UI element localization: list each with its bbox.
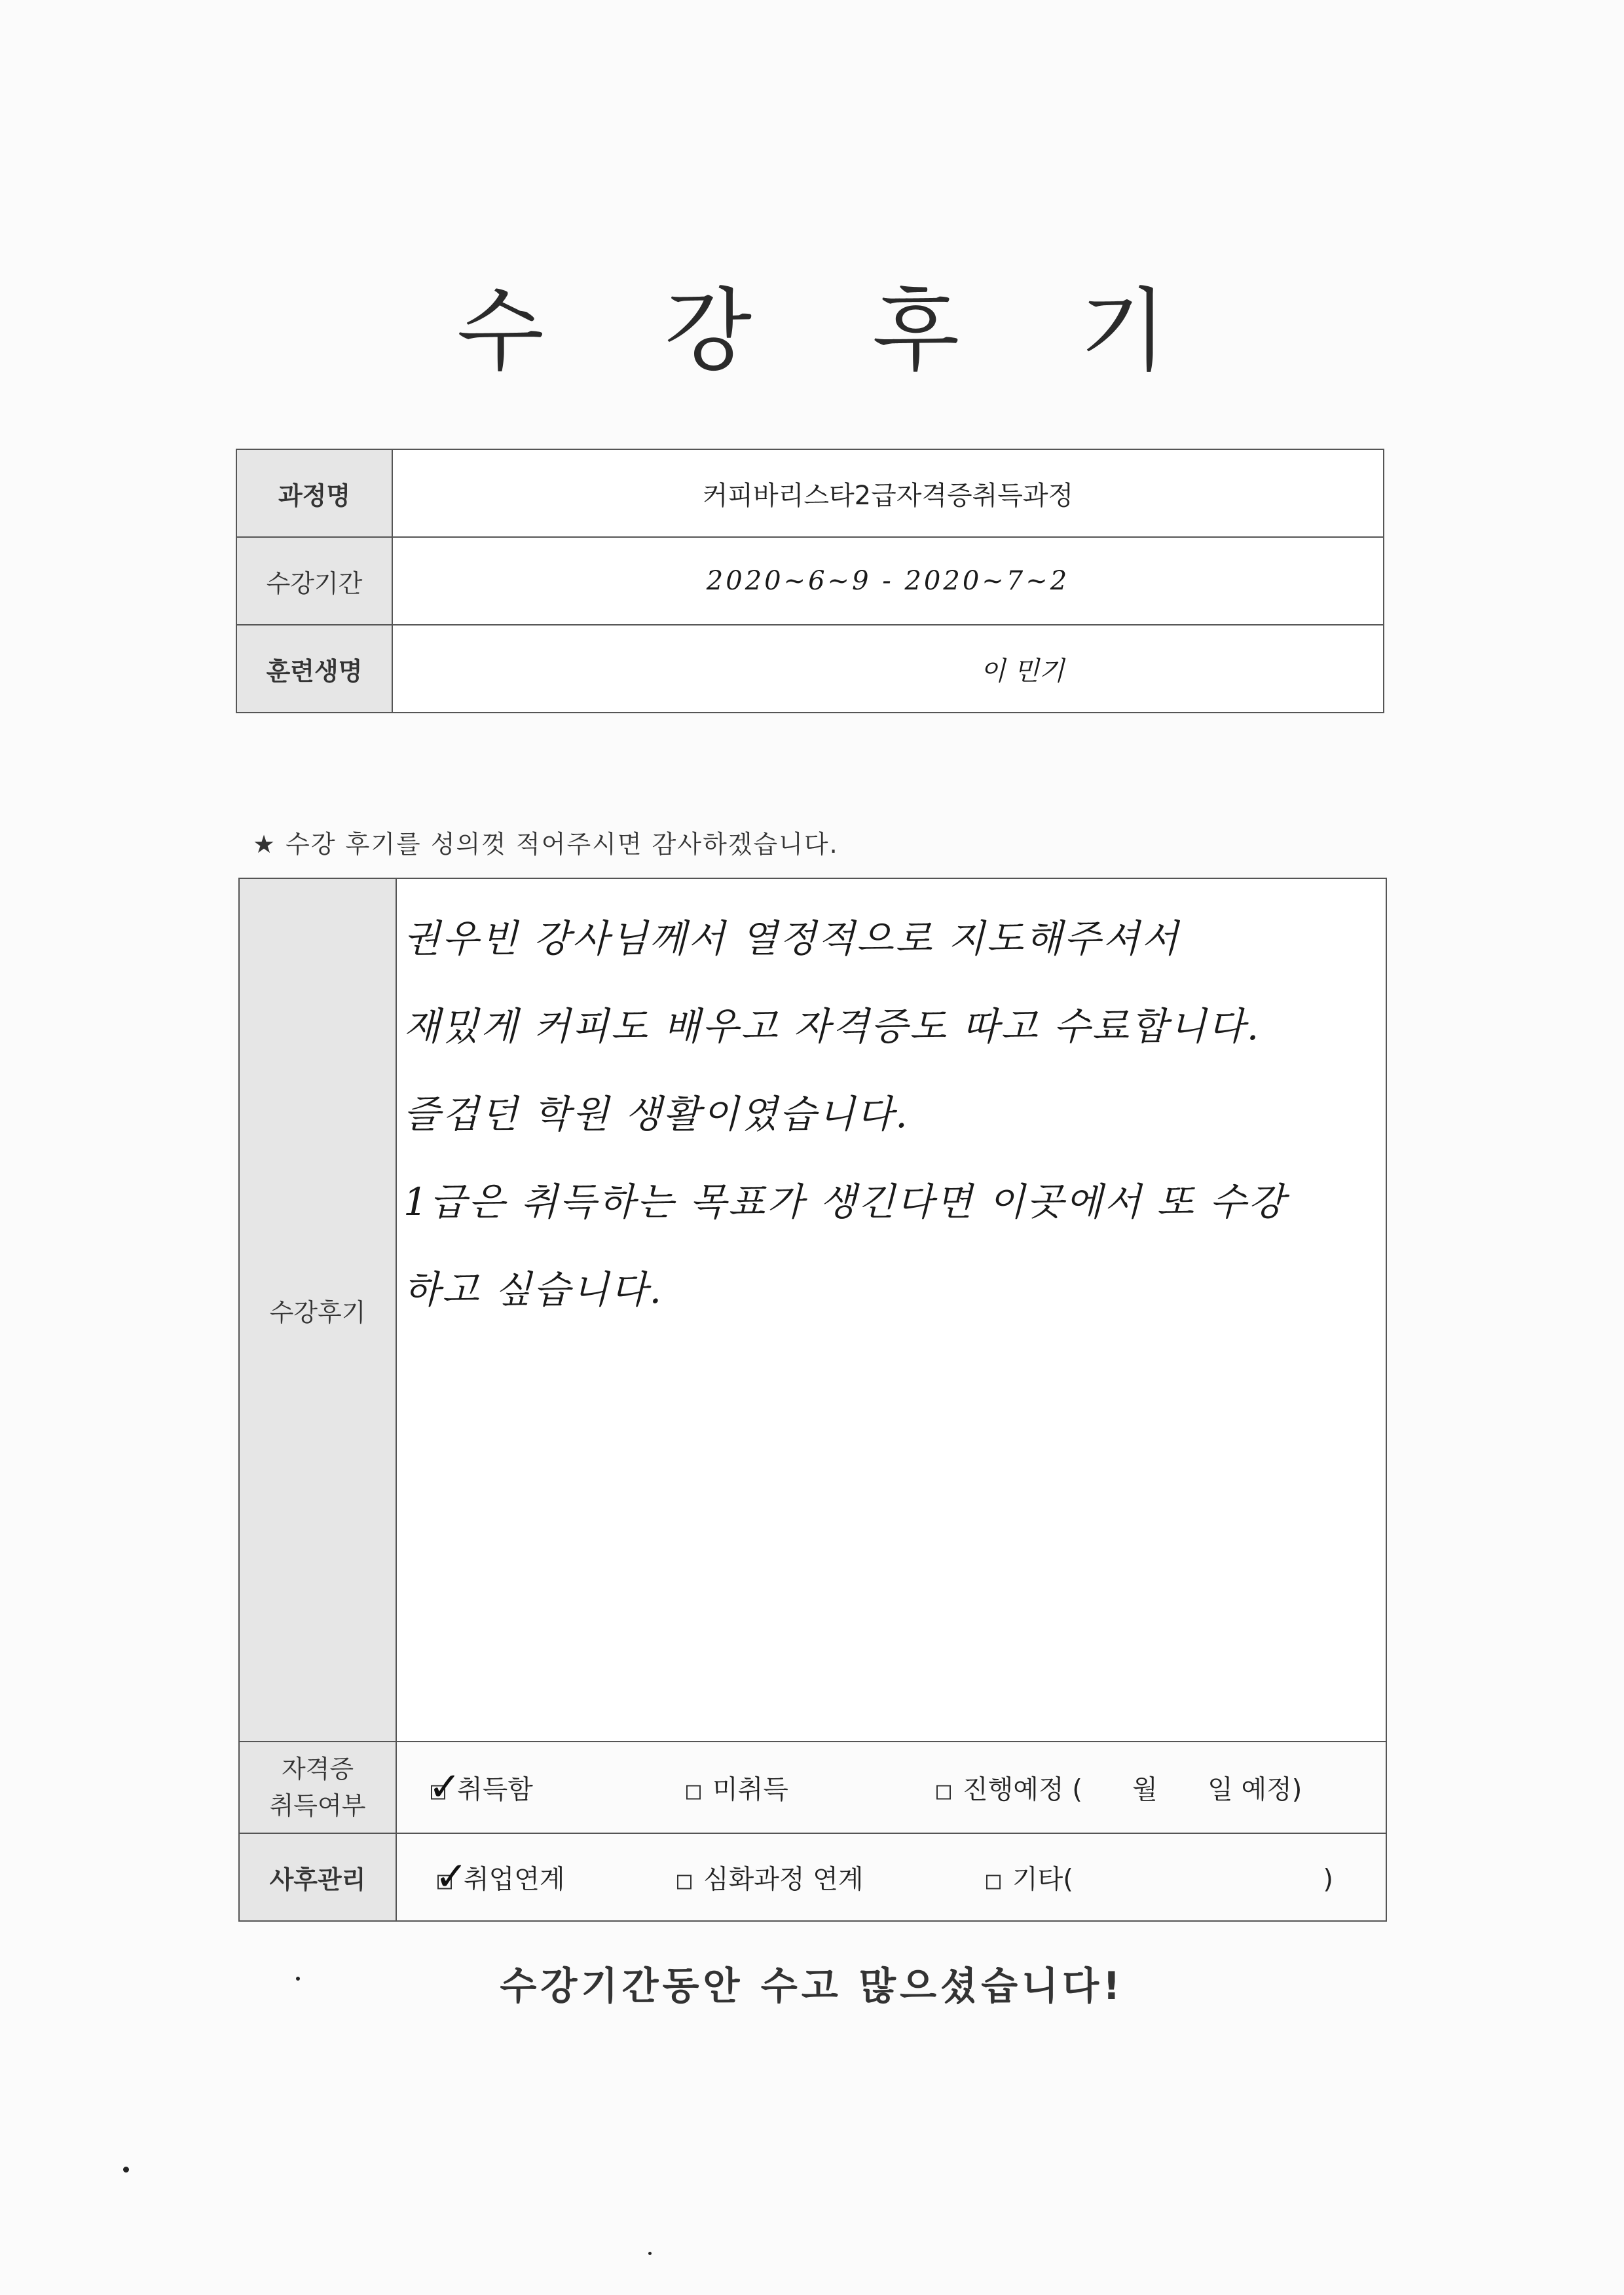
- option-not-obtained[interactable]: [686, 1769, 788, 1806]
- option-not-obtained-label: 미취득: [712, 1774, 788, 1805]
- checkbox-advanced-course[interactable]: [677, 1875, 692, 1890]
- option-advanced-course[interactable]: [677, 1859, 864, 1896]
- checkbox-employment[interactable]: [435, 1854, 468, 1900]
- period-label: 수강기간: [236, 537, 392, 625]
- certificate-label-line2: 취득여부: [269, 1791, 366, 1820]
- review-content: [396, 878, 1386, 1742]
- review-line: 재밌게 커피도 배우고 자격증도 따고 수료합니다.: [403, 1004, 1261, 1049]
- option-in-progress-label: 진행예정 ( 월 일 예정): [963, 1774, 1302, 1805]
- certificate-options: [396, 1742, 1386, 1833]
- footer-message: 수강기간동안 수고 많으셨습니다!: [500, 1964, 1124, 2008]
- option-obtained[interactable]: [428, 1764, 533, 1810]
- review-line: 즐겁던 학원 생활이였습니다.: [403, 1092, 910, 1136]
- review-table: [238, 878, 1387, 1922]
- checkbox-in-progress[interactable]: [936, 1785, 951, 1800]
- scan-speck: [296, 1977, 300, 1981]
- option-obtained-label: 취득함: [457, 1774, 533, 1805]
- check-mark-icon: ✓: [428, 1764, 462, 1810]
- check-mark-icon: ✓: [435, 1854, 468, 1900]
- review-label: 수강후기: [239, 878, 396, 1742]
- option-employment-label: 취업연계: [464, 1864, 565, 1895]
- checkbox-obtained[interactable]: [428, 1764, 462, 1810]
- certificate-label-line1: 자격증: [281, 1755, 354, 1783]
- certificate-label: [239, 1742, 396, 1833]
- review-line: 권우빈 강사님께서 열정적으로 지도해주셔서: [403, 916, 1180, 961]
- period-value: 2020~6~9 - 2020~7~2: [392, 537, 1384, 625]
- option-employment[interactable]: [435, 1854, 565, 1900]
- review-line: 하고 싶습니다.: [403, 1267, 664, 1312]
- aftercare-label: 사후관리: [239, 1833, 396, 1921]
- page-title: 수 강 후 기: [456, 278, 1213, 384]
- option-advanced-course-label: 심화과정 연계: [703, 1864, 864, 1895]
- checkbox-not-obtained[interactable]: [686, 1785, 701, 1800]
- review-line: 1급은 취득하는 목표가 생긴다면 이곳에서 또 수강: [403, 1180, 1287, 1224]
- scan-speck: [648, 2252, 652, 2255]
- option-in-progress[interactable]: [936, 1769, 1302, 1806]
- aftercare-options: [396, 1833, 1386, 1921]
- notice-text: ★ 수강 후기를 성의껏 적어주시면 감사하겠습니다.: [253, 830, 839, 859]
- scan-speck: [123, 2167, 129, 2173]
- option-other[interactable]: [986, 1859, 1333, 1896]
- trainee-label: 훈련생명: [236, 625, 392, 713]
- course-name-label: 과정명: [236, 449, 392, 537]
- checkbox-other[interactable]: [986, 1875, 1001, 1890]
- course-info-table: [236, 449, 1384, 713]
- option-other-label: 기타( ): [1012, 1864, 1333, 1895]
- trainee-name: 이 민기: [392, 625, 1384, 713]
- course-name-value: 커피바리스타2급자격증취득과정: [392, 449, 1384, 537]
